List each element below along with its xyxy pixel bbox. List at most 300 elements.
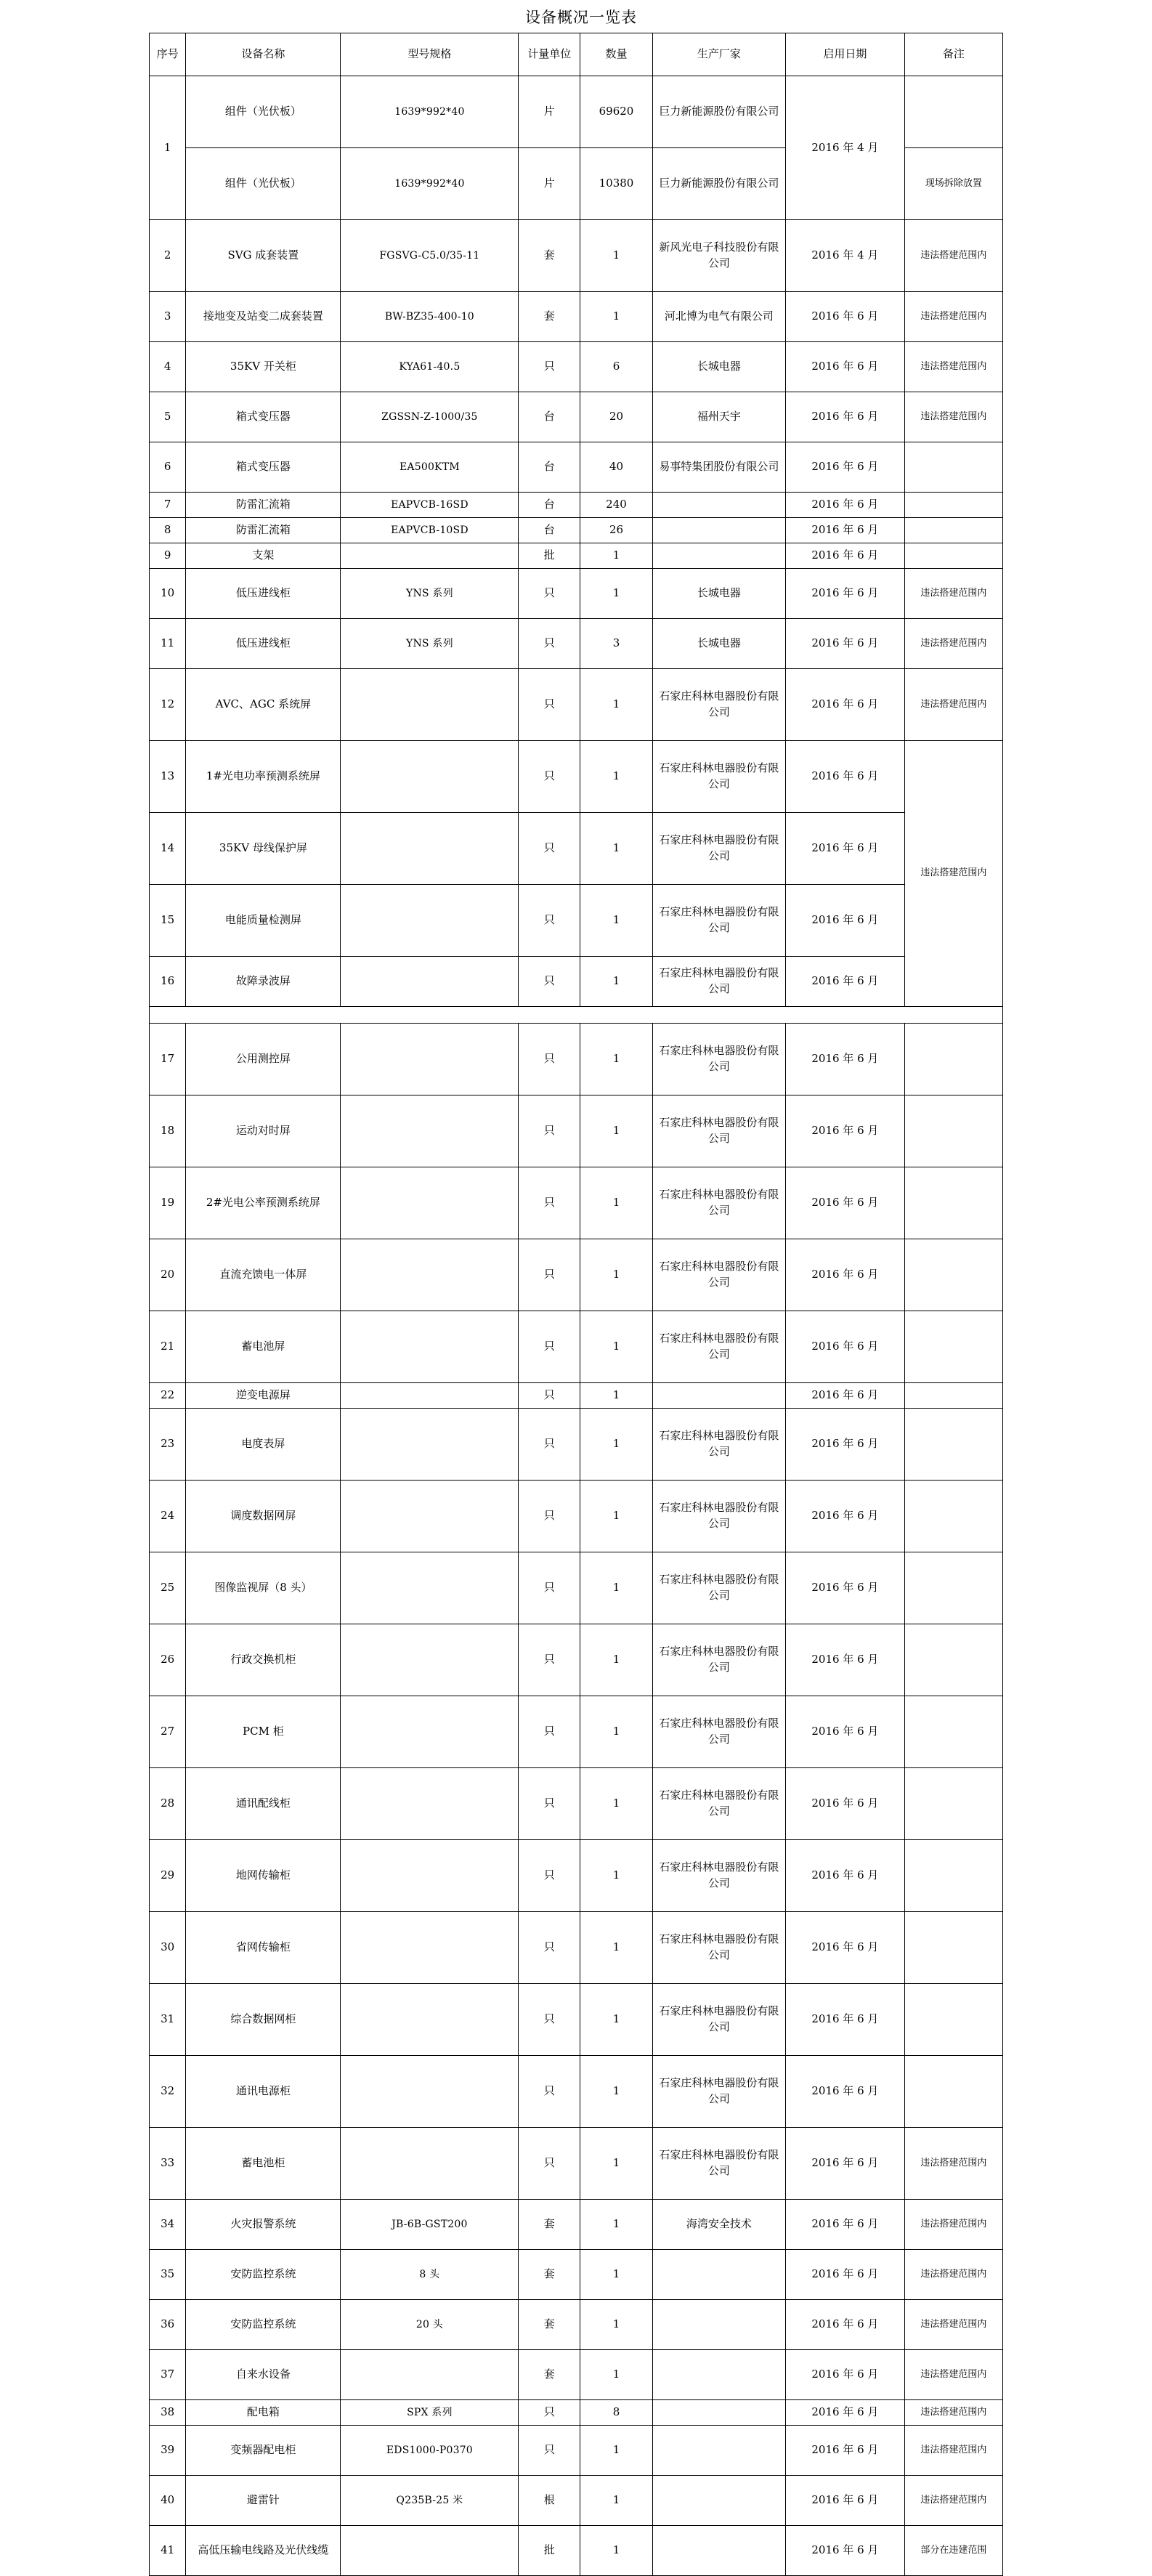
table-row[interactable] [150, 292, 1003, 342]
cell-equipment-name: 综合数据网柜 [186, 1984, 341, 2056]
cell-note: 违法搭建范围内 [904, 2476, 1002, 2526]
page-break-gap [150, 1007, 1003, 1024]
cell-model-spec [341, 2526, 519, 2576]
cell-equipment-name: 安防监控系统 [186, 2250, 341, 2300]
cell-note: 违法搭建范围内 [904, 2426, 1002, 2476]
cell-model-spec [341, 1624, 519, 1696]
table-row[interactable] [150, 76, 1003, 148]
cell-unit: 只 [519, 2400, 580, 2426]
table-row[interactable] [150, 392, 1003, 442]
equipment-table-wrap [149, 33, 1003, 2576]
cell-equipment-name: 蓄电池屏 [186, 1311, 341, 1383]
cell-unit: 批 [519, 2526, 580, 2576]
cell-unit: 台 [519, 493, 580, 518]
table-row[interactable] [150, 342, 1003, 392]
cell-quantity: 1 [580, 569, 653, 619]
column-header-name: 设备名称 [186, 33, 341, 76]
cell-manufacturer: 石家庄科林电器股份有限公司 [652, 957, 785, 1007]
table-row[interactable] [150, 1095, 1003, 1167]
table-row[interactable] [150, 2300, 1003, 2350]
cell-unit: 片 [519, 148, 580, 220]
cell-quantity: 40 [580, 442, 653, 493]
cell-model-spec: EAPVCB-16SD [341, 493, 519, 518]
cell-manufacturer: 长城电器 [652, 342, 785, 392]
cell-note [904, 76, 1002, 148]
cell-equipment-name: AVC、AGC 系统屏 [186, 669, 341, 741]
table-row[interactable] [150, 1984, 1003, 2056]
cell-model-spec [341, 1024, 519, 1095]
cell-serial: 4 [150, 342, 186, 392]
page-title: 设备概况一览表 [525, 9, 637, 26]
cell-quantity: 1 [580, 1696, 653, 1768]
cell-unit: 批 [519, 543, 580, 569]
cell-note: 违法搭建范围内 [904, 2350, 1002, 2400]
table-header [150, 33, 1003, 76]
cell-start-date: 2016 年 6 月 [786, 2426, 905, 2476]
table-row[interactable] [150, 2400, 1003, 2426]
cell-manufacturer [652, 518, 785, 543]
cell-quantity: 1 [580, 1912, 653, 1984]
cell-equipment-name: 箱式变压器 [186, 442, 341, 493]
cell-serial: 3 [150, 292, 186, 342]
cell-manufacturer [652, 2400, 785, 2426]
cell-equipment-name: 自来水设备 [186, 2350, 341, 2400]
cell-unit: 只 [519, 1481, 580, 1552]
cell-unit: 套 [519, 2350, 580, 2400]
cell-unit: 只 [519, 1095, 580, 1167]
table-row[interactable] [150, 543, 1003, 569]
table-row[interactable] [150, 2476, 1003, 2526]
cell-unit: 只 [519, 1311, 580, 1383]
cell-start-date: 2016 年 6 月 [786, 1840, 905, 1912]
cell-start-date: 2016 年 6 月 [786, 1383, 905, 1409]
cell-unit: 套 [519, 2250, 580, 2300]
cell-note: 违法搭建范围内 [904, 2200, 1002, 2250]
cell-equipment-name: 支架 [186, 543, 341, 569]
cell-note [904, 1095, 1002, 1167]
cell-equipment-name: 低压进线柜 [186, 619, 341, 669]
cell-start-date: 2016 年 6 月 [786, 1095, 905, 1167]
cell-serial: 31 [150, 1984, 186, 2056]
cell-equipment-name: 低压进线柜 [186, 569, 341, 619]
cell-quantity: 6 [580, 342, 653, 392]
cell-model-spec: EDS1000-P0370 [341, 2426, 519, 2476]
cell-start-date: 2016 年 6 月 [786, 813, 905, 885]
cell-start-date: 2016 年 6 月 [786, 2200, 905, 2250]
cell-equipment-name: 箱式变压器 [186, 392, 341, 442]
cell-manufacturer: 石家庄科林电器股份有限公司 [652, 1409, 785, 1481]
cell-serial: 24 [150, 1481, 186, 1552]
cell-manufacturer: 石家庄科林电器股份有限公司 [652, 813, 785, 885]
cell-model-spec [341, 2128, 519, 2200]
cell-model-spec: KYA61-40.5 [341, 342, 519, 392]
cell-quantity: 1 [580, 2426, 653, 2476]
cell-model-spec: 1639*992*40 [341, 76, 519, 148]
cell-serial: 2 [150, 220, 186, 292]
cell-equipment-name: 通讯电源柜 [186, 2056, 341, 2128]
cell-serial: 22 [150, 1383, 186, 1409]
cell-unit: 只 [519, 569, 580, 619]
cell-manufacturer [652, 2250, 785, 2300]
cell-serial: 10 [150, 569, 186, 619]
cell-model-spec [341, 1481, 519, 1552]
table-row[interactable] [150, 619, 1003, 669]
cell-serial: 7 [150, 493, 186, 518]
cell-model-spec [341, 669, 519, 741]
cell-model-spec [341, 1409, 519, 1481]
cell-serial: 15 [150, 885, 186, 957]
table-row[interactable] [150, 669, 1003, 741]
cell-serial: 41 [150, 2526, 186, 2576]
cell-model-spec: Q235B-25 米 [341, 2476, 519, 2526]
column-header-date: 启用日期 [786, 33, 905, 76]
cell-manufacturer: 海湾安全技术 [652, 2200, 785, 2250]
cell-start-date: 2016 年 6 月 [786, 2476, 905, 2526]
cell-manufacturer: 石家庄科林电器股份有限公司 [652, 1481, 785, 1552]
cell-manufacturer: 石家庄科林电器股份有限公司 [652, 669, 785, 741]
cell-model-spec [341, 1167, 519, 1239]
cell-quantity: 10380 [580, 148, 653, 220]
cell-note [904, 442, 1002, 493]
cell-model-spec [341, 1912, 519, 1984]
cell-quantity: 1 [580, 2250, 653, 2300]
column-header-maker: 生产厂家 [652, 33, 785, 76]
cell-equipment-name: 运动对时屏 [186, 1095, 341, 1167]
cell-manufacturer [652, 2476, 785, 2526]
table-row[interactable] [150, 1552, 1003, 1624]
table-row[interactable] [150, 957, 1003, 1007]
cell-unit: 只 [519, 1624, 580, 1696]
cell-equipment-name: 故障录波屏 [186, 957, 341, 1007]
cell-serial: 35 [150, 2250, 186, 2300]
cell-note [904, 2056, 1002, 2128]
cell-unit: 片 [519, 76, 580, 148]
cell-manufacturer [652, 493, 785, 518]
cell-note [904, 1696, 1002, 1768]
cell-note: 现场拆除放置 [904, 148, 1002, 220]
cell-equipment-name: 防雷汇流箱 [186, 493, 341, 518]
cell-model-spec [341, 1552, 519, 1624]
table-row[interactable] [150, 1024, 1003, 1095]
cell-model-spec: YNS 系列 [341, 619, 519, 669]
cell-unit: 套 [519, 292, 580, 342]
cell-unit: 套 [519, 2200, 580, 2250]
cell-start-date: 2016 年 6 月 [786, 1481, 905, 1552]
cell-manufacturer [652, 543, 785, 569]
cell-manufacturer: 巨力新能源股份有限公司 [652, 148, 785, 220]
cell-quantity: 1 [580, 1024, 653, 1095]
cell-equipment-name: 防雷汇流箱 [186, 518, 341, 543]
cell-equipment-name: 35KV 母线保护屏 [186, 813, 341, 885]
table-row[interactable] [150, 493, 1003, 518]
cell-serial: 23 [150, 1409, 186, 1481]
cell-start-date: 2016 年 6 月 [786, 1409, 905, 1481]
cell-equipment-name: 省网传输柜 [186, 1912, 341, 1984]
cell-serial: 27 [150, 1696, 186, 1768]
cell-unit: 只 [519, 1984, 580, 2056]
cell-manufacturer: 石家庄科林电器股份有限公司 [652, 1167, 785, 1239]
cell-serial: 21 [150, 1311, 186, 1383]
table-row[interactable] [150, 1167, 1003, 1239]
cell-start-date: 2016 年 6 月 [786, 392, 905, 442]
cell-serial: 11 [150, 619, 186, 669]
cell-serial: 40 [150, 2476, 186, 2526]
table-row[interactable] [150, 518, 1003, 543]
table-row[interactable] [150, 2426, 1003, 2476]
cell-start-date: 2016 年 6 月 [786, 2056, 905, 2128]
cell-serial: 19 [150, 1167, 186, 1239]
cell-quantity: 1 [580, 1409, 653, 1481]
cell-quantity: 1 [580, 2200, 653, 2250]
cell-quantity: 1 [580, 957, 653, 1007]
cell-manufacturer: 福州天宇 [652, 392, 785, 442]
table-row[interactable] [150, 1239, 1003, 1311]
cell-manufacturer: 石家庄科林电器股份有限公司 [652, 885, 785, 957]
cell-note: 违法搭建范围内 [904, 2400, 1002, 2426]
cell-manufacturer: 巨力新能源股份有限公司 [652, 76, 785, 148]
cell-unit: 只 [519, 2426, 580, 2476]
cell-manufacturer: 石家庄科林电器股份有限公司 [652, 1984, 785, 2056]
cell-start-date: 2016 年 6 月 [786, 669, 905, 741]
cell-model-spec [341, 543, 519, 569]
table-row[interactable] [150, 2128, 1003, 2200]
cell-model-spec [341, 1696, 519, 1768]
cell-note: 违法搭建范围内 [904, 2250, 1002, 2300]
cell-model-spec: 1639*992*40 [341, 148, 519, 220]
cell-start-date: 2016 年 4 月 [786, 220, 905, 292]
cell-unit: 只 [519, 1167, 580, 1239]
cell-unit: 只 [519, 1912, 580, 1984]
cell-serial: 25 [150, 1552, 186, 1624]
cell-quantity: 1 [580, 1383, 653, 1409]
cell-model-spec [341, 1239, 519, 1311]
table-row[interactable] [150, 220, 1003, 292]
cell-start-date: 2016 年 6 月 [786, 741, 905, 813]
table-row[interactable] [150, 1696, 1003, 1768]
cell-quantity: 1 [580, 1167, 653, 1239]
table-row[interactable] [150, 1311, 1003, 1383]
cell-model-spec [341, 813, 519, 885]
cell-note: 违法搭建范围内 [904, 2128, 1002, 2200]
cell-start-date: 2016 年 6 月 [786, 2526, 905, 2576]
cell-note: 违法搭建范围内 [904, 2300, 1002, 2350]
cell-note: 违法搭建范围内 [904, 292, 1002, 342]
cell-note [904, 1239, 1002, 1311]
cell-model-spec: FGSVG-C5.0/35-11 [341, 220, 519, 292]
cell-model-spec [341, 2350, 519, 2400]
cell-serial: 28 [150, 1768, 186, 1840]
cell-start-date: 2016 年 6 月 [786, 2400, 905, 2426]
cell-model-spec [341, 1768, 519, 1840]
table-row[interactable] [150, 2526, 1003, 2576]
cell-quantity: 1 [580, 1481, 653, 1552]
cell-start-date: 2016 年 6 月 [786, 1696, 905, 1768]
cell-serial: 20 [150, 1239, 186, 1311]
cell-quantity: 1 [580, 1840, 653, 1912]
table-row[interactable] [150, 1409, 1003, 1481]
cell-note [904, 1984, 1002, 2056]
cell-serial: 37 [150, 2350, 186, 2400]
cell-unit: 只 [519, 2056, 580, 2128]
cell-manufacturer [652, 1383, 785, 1409]
table-row[interactable] [150, 1383, 1003, 1409]
cell-note: 部分在违建范围 [904, 2526, 1002, 2576]
cell-unit: 只 [519, 1239, 580, 1311]
cell-equipment-name: 接地变及站变二成套装置 [186, 292, 341, 342]
cell-manufacturer: 石家庄科林电器股份有限公司 [652, 2128, 785, 2200]
cell-start-date: 2016 年 6 月 [786, 1552, 905, 1624]
cell-unit: 只 [519, 1383, 580, 1409]
table-row[interactable] [150, 442, 1003, 493]
cell-quantity: 1 [580, 2300, 653, 2350]
cell-start-date: 2016 年 6 月 [786, 1768, 905, 1840]
table-header-row [150, 33, 1003, 76]
table-row[interactable] [150, 1624, 1003, 1696]
cell-serial: 1 [150, 76, 186, 220]
cell-manufacturer: 石家庄科林电器股份有限公司 [652, 1239, 785, 1311]
table-row[interactable] [150, 813, 1003, 885]
cell-unit: 只 [519, 1024, 580, 1095]
cell-quantity: 1 [580, 741, 653, 813]
cell-start-date: 2016 年 6 月 [786, 1624, 905, 1696]
cell-quantity: 1 [580, 1311, 653, 1383]
cell-start-date: 2016 年 6 月 [786, 518, 905, 543]
cell-note [904, 1912, 1002, 1984]
cell-note [904, 1409, 1002, 1481]
cell-quantity: 1 [580, 1624, 653, 1696]
cell-note: 违法搭建范围内 [904, 669, 1002, 741]
column-header-unit: 计量单位 [519, 33, 580, 76]
cell-note: 违法搭建范围内 [904, 342, 1002, 392]
cell-unit: 只 [519, 885, 580, 957]
cell-manufacturer: 石家庄科林电器股份有限公司 [652, 1552, 785, 1624]
cell-equipment-name: 公用测控屏 [186, 1024, 341, 1095]
cell-manufacturer: 石家庄科林电器股份有限公司 [652, 1311, 785, 1383]
cell-note [904, 1481, 1002, 1552]
table-row[interactable] [150, 885, 1003, 957]
cell-note: 违法搭建范围内 [904, 741, 1002, 1007]
cell-manufacturer: 长城电器 [652, 569, 785, 619]
table-body [150, 76, 1003, 2576]
cell-serial: 8 [150, 518, 186, 543]
cell-model-spec: SPX 系列 [341, 2400, 519, 2426]
cell-note [904, 1167, 1002, 1239]
cell-model-spec [341, 1311, 519, 1383]
cell-model-spec [341, 2056, 519, 2128]
cell-note [904, 1624, 1002, 1696]
cell-equipment-name: 逆变电源屏 [186, 1383, 341, 1409]
cell-equipment-name: 安防监控系统 [186, 2300, 341, 2350]
cell-unit: 只 [519, 619, 580, 669]
cell-quantity: 69620 [580, 76, 653, 148]
cell-unit: 只 [519, 957, 580, 1007]
cell-manufacturer: 石家庄科林电器股份有限公司 [652, 741, 785, 813]
cell-unit: 只 [519, 741, 580, 813]
table-row[interactable] [150, 2250, 1003, 2300]
table-row[interactable] [150, 1768, 1003, 1840]
cell-start-date: 2016 年 6 月 [786, 1311, 905, 1383]
cell-unit: 根 [519, 2476, 580, 2526]
cell-quantity: 1 [580, 1095, 653, 1167]
table-row[interactable] [150, 2350, 1003, 2400]
cell-manufacturer [652, 2350, 785, 2400]
cell-start-date: 2016 年 6 月 [786, 1024, 905, 1095]
cell-unit: 只 [519, 813, 580, 885]
cell-quantity: 1 [580, 1984, 653, 2056]
cell-serial: 38 [150, 2400, 186, 2426]
cell-serial: 17 [150, 1024, 186, 1095]
cell-serial: 5 [150, 392, 186, 442]
cell-model-spec [341, 1095, 519, 1167]
cell-quantity: 1 [580, 1239, 653, 1311]
cell-quantity: 1 [580, 1552, 653, 1624]
cell-equipment-name: 通讯配线柜 [186, 1768, 341, 1840]
cell-unit: 只 [519, 2128, 580, 2200]
cell-start-date: 2016 年 6 月 [786, 1239, 905, 1311]
cell-unit: 套 [519, 220, 580, 292]
cell-quantity: 1 [580, 2056, 653, 2128]
cell-quantity: 1 [580, 2350, 653, 2400]
table-row[interactable] [150, 1912, 1003, 1984]
cell-manufacturer: 新风光电子科技股份有限公司 [652, 220, 785, 292]
cell-manufacturer: 石家庄科林电器股份有限公司 [652, 1024, 785, 1095]
cell-equipment-name: 蓄电池柜 [186, 2128, 341, 2200]
cell-equipment-name: 2#光电公率预测系统屏 [186, 1167, 341, 1239]
cell-serial: 34 [150, 2200, 186, 2250]
cell-quantity: 1 [580, 1768, 653, 1840]
table-row[interactable] [150, 1481, 1003, 1552]
cell-note [904, 493, 1002, 518]
cell-serial: 36 [150, 2300, 186, 2350]
cell-manufacturer [652, 2300, 785, 2350]
table-row[interactable] [150, 1840, 1003, 1912]
table-row[interactable] [150, 2200, 1003, 2250]
cell-quantity: 1 [580, 2128, 653, 2200]
cell-manufacturer: 石家庄科林电器股份有限公司 [652, 1095, 785, 1167]
cell-model-spec [341, 741, 519, 813]
cell-equipment-name: 行政交换机柜 [186, 1624, 341, 1696]
cell-serial: 9 [150, 543, 186, 569]
cell-manufacturer [652, 2526, 785, 2576]
cell-unit: 只 [519, 1696, 580, 1768]
cell-quantity: 1 [580, 885, 653, 957]
table-row[interactable] [150, 741, 1003, 813]
cell-model-spec [341, 1984, 519, 2056]
cell-start-date: 2016 年 6 月 [786, 2250, 905, 2300]
table-row[interactable] [150, 2056, 1003, 2128]
cell-model-spec [341, 1840, 519, 1912]
cell-note [904, 1768, 1002, 1840]
cell-manufacturer: 易事特集团股份有限公司 [652, 442, 785, 493]
cell-model-spec [341, 885, 519, 957]
column-header-quantity: 数量 [580, 33, 653, 76]
page-break-spacer [150, 1007, 1003, 1024]
cell-quantity: 1 [580, 2526, 653, 2576]
cell-unit: 只 [519, 1840, 580, 1912]
cell-equipment-name: 组件（光伏板） [186, 76, 341, 148]
table-row[interactable] [150, 569, 1003, 619]
cell-quantity: 1 [580, 220, 653, 292]
cell-unit: 台 [519, 442, 580, 493]
cell-unit: 只 [519, 1768, 580, 1840]
cell-start-date: 2016 年 6 月 [786, 957, 905, 1007]
cell-start-date: 2016 年 4 月 [786, 76, 905, 220]
cell-equipment-name: 调度数据网屏 [186, 1481, 341, 1552]
cell-start-date: 2016 年 6 月 [786, 442, 905, 493]
cell-manufacturer: 石家庄科林电器股份有限公司 [652, 2056, 785, 2128]
cell-start-date: 2016 年 6 月 [786, 619, 905, 669]
cell-note [904, 1383, 1002, 1409]
